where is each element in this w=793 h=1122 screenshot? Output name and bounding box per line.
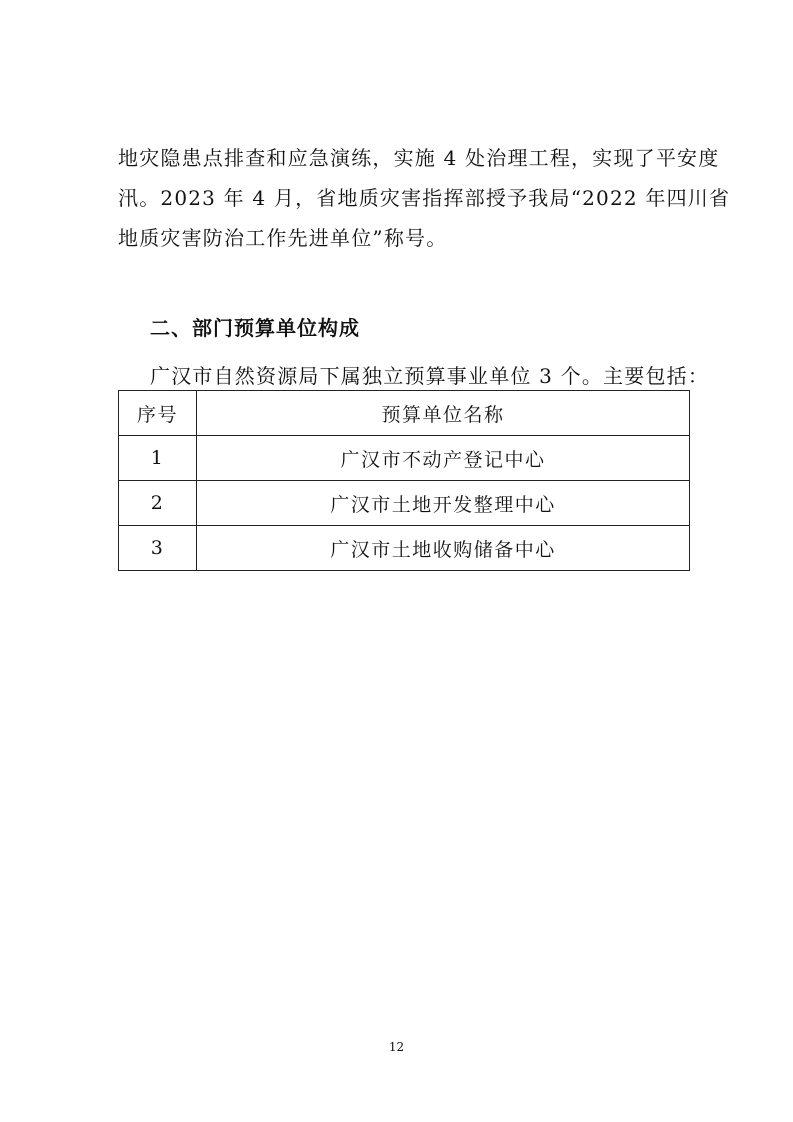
section-intro: 广汉市自然资源局下属独立预算事业单位 3 个。主要包括： xyxy=(150,364,710,388)
body-paragraph xyxy=(118,138,731,258)
paragraph-line: 地质灾害防治工作先进单位”称号。 xyxy=(118,226,448,250)
row-name: 广汉市土地收购储备中心 xyxy=(197,526,690,571)
paragraph-line: 地灾隐患点排查和应急演练，实施 4 处治理工程，实现了平安度 xyxy=(118,146,720,170)
table-row xyxy=(119,436,690,481)
row-name: 广汉市土地开发整理中心 xyxy=(197,481,690,526)
budget-units-table xyxy=(118,390,690,571)
page-number: 12 xyxy=(388,1040,405,1054)
section-heading: 二、部门预算单位构成 xyxy=(150,316,360,340)
row-no: 1 xyxy=(119,436,197,481)
row-no: 3 xyxy=(119,526,197,571)
table-header-row xyxy=(119,391,690,436)
table-row xyxy=(119,481,690,526)
row-no: 2 xyxy=(119,481,197,526)
header-name: 预算单位名称 xyxy=(197,391,690,436)
header-no: 序号 xyxy=(119,391,197,436)
paragraph-line: 汛。2023 年 4 月，省地质灾害指挥部授予我局“2022 年四川省 xyxy=(118,186,731,210)
table-row xyxy=(119,526,690,571)
row-name: 广汉市不动产登记中心 xyxy=(197,436,690,481)
